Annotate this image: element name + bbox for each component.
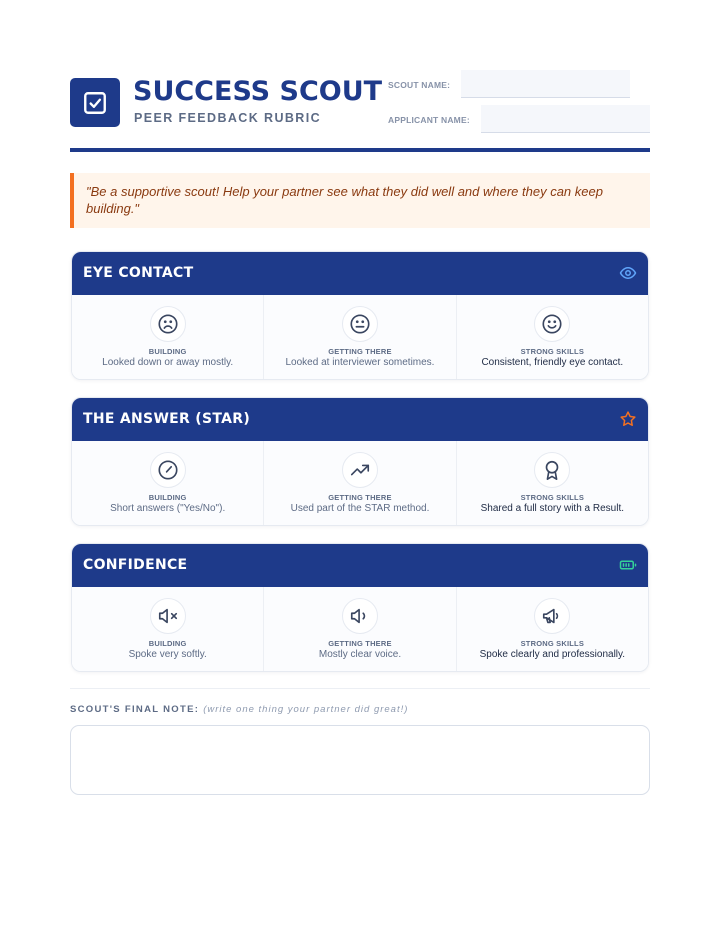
final-note-title: SCOUT'S FINAL NOTE: <box>70 704 200 715</box>
scout-name-field[interactable] <box>461 70 630 98</box>
section-header <box>72 252 648 295</box>
final-note-label <box>70 704 408 715</box>
level-description: Looked at interviewer sometimes. <box>285 357 435 368</box>
intro-quote: "Be a supportive scout! Help your partner see what they did well and where they can keep building." <box>70 173 650 228</box>
section-title: CONFIDENCE <box>83 557 188 573</box>
level-name: BUILDING <box>148 639 187 648</box>
level-building[interactable] <box>72 295 264 380</box>
level-building[interactable] <box>72 441 264 526</box>
level-description: Used part of the STAR method. <box>290 503 430 514</box>
megaphone-icon <box>541 605 563 627</box>
section-header <box>72 544 648 587</box>
level-description: Consistent, friendly eye contact. <box>481 357 624 368</box>
section-eye-contact <box>71 251 649 380</box>
level-description: Spoke clearly and professionally. <box>479 649 626 660</box>
level-name: GETTING THERE <box>328 493 392 502</box>
battery-icon <box>619 556 637 574</box>
level-description: Shared a full story with a Result. <box>480 503 625 514</box>
final-note-hint: (write one thing your partner did great!) <box>203 704 409 715</box>
section-title: THE ANSWER (STAR) <box>83 411 251 427</box>
frown-icon <box>157 313 179 335</box>
level-description: Spoke very softly. <box>128 649 207 660</box>
smile-icon <box>541 313 563 335</box>
section-header <box>72 398 648 441</box>
star-icon <box>619 410 637 428</box>
section-title: EYE CONTACT <box>83 265 194 281</box>
final-note-field[interactable] <box>70 725 650 795</box>
scout-name-label: SCOUT NAME: <box>388 80 451 90</box>
level-getting-there[interactable] <box>264 295 456 380</box>
section-confidence <box>71 543 649 672</box>
logo <box>70 78 120 127</box>
section-the-answer <box>71 397 649 526</box>
checkbox-icon <box>82 90 108 116</box>
level-strong-skills[interactable] <box>457 587 648 672</box>
section-divider <box>70 688 650 689</box>
level-getting-there[interactable] <box>264 587 456 672</box>
trending-up-icon <box>349 459 371 481</box>
page-title: SUCCESS SCOUT <box>133 76 383 107</box>
level-strong-skills[interactable] <box>457 295 648 380</box>
level-strong-skills[interactable] <box>457 441 648 526</box>
level-name: STRONG SKILLS <box>520 347 585 356</box>
volume-mute-icon <box>157 605 179 627</box>
level-building[interactable] <box>72 587 264 672</box>
award-icon <box>541 459 563 481</box>
volume-low-icon <box>349 605 371 627</box>
level-name: BUILDING <box>148 347 187 356</box>
level-name: STRONG SKILLS <box>520 639 585 648</box>
level-getting-there[interactable] <box>264 441 456 526</box>
level-description: Short answers ("Yes/No"). <box>110 503 226 514</box>
applicant-name-label: APPLICANT NAME: <box>388 115 470 125</box>
level-name: BUILDING <box>148 493 187 502</box>
level-description: Looked down or away mostly. <box>102 357 234 368</box>
eye-icon <box>619 264 637 282</box>
header-divider <box>70 148 650 152</box>
level-name: GETTING THERE <box>328 347 392 356</box>
applicant-name-field[interactable] <box>481 105 650 133</box>
level-description: Mostly clear voice. <box>318 649 402 660</box>
level-name: STRONG SKILLS <box>520 493 585 502</box>
page-subtitle: PEER FEEDBACK RUBRIC <box>134 111 322 125</box>
neutral-face-icon <box>349 313 371 335</box>
compass-icon <box>157 459 179 481</box>
level-name: GETTING THERE <box>328 639 392 648</box>
